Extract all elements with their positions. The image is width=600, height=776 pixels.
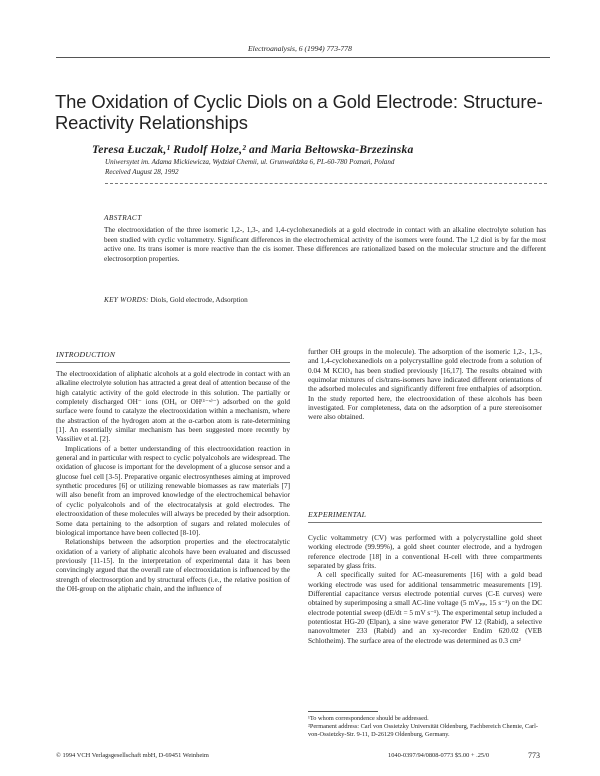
abstract-text: The electrooxidation of the three isomeric 1,2-, 1,3-, and 1,4-cyclohexanediols at a gold electrode in contact with an alkaline electrolyte solution has been studied with cyclic voltammetry. Significant differences in the electrochemical activity of the isomers were found. The 1,2 diol is by far the most active one. Its trans isomer is more reactive than the cis isomer. These differences are rationalized based on the molecular structure and the different electrosorption properties. xyxy=(104,226,546,263)
experimental-body xyxy=(308,534,542,646)
introduction-rule xyxy=(56,362,290,363)
footnotes xyxy=(308,715,542,739)
experimental-heading-text: EXPERIMENTAL xyxy=(308,510,367,519)
experimental-rule xyxy=(308,522,542,523)
footnote-rule xyxy=(308,711,378,712)
introduction-heading-text: INTRODUCTION xyxy=(56,350,116,359)
header-rule xyxy=(56,57,550,58)
intro-paragraph-3: Relationships between the adsorption properties and the electrocatalytic oxidation of a variety of aliphatic alcohols have been evaluated and discussed previously [11-15]. In the interpretation of experimental data it has been convincingly argued that the overall rate of electrooxidation is influenced by the strength of electrosorption and by structural effects (i.e., the relative position of the OH-group on the aliphatic chain, and the influence of xyxy=(56,538,290,593)
keywords-list: Diols, Gold electrode, Adsorption xyxy=(150,296,248,304)
intro-continuation-paragraph: further OH groups in the molecule). The adsorption of the isomeric 1,2-, 1,3-, and 1,4-cyclohexanediols on a polycrystalline gold electrode from a solution of 0.04 M KClO₄ has been studied previously [16,17]. The results obtained with equimolar mixtures of cis/trans-isomers have indicated different orientations of the adsorbed molecules and significantly different free enthalpies of adsorption. In the study reported here, the electrooxidation of these alcohols has been investigated. For completeness, data on the adsorption of a pure stereoisomer were also obtained. xyxy=(308,348,542,422)
running-head: Electroanalysis, 6 (1994) 773-778 xyxy=(248,44,352,53)
abstract-heading: ABSTRACT xyxy=(104,213,142,222)
keywords-label: KEY WORDS: xyxy=(104,296,149,304)
footnote-1: ¹To whom correspondence should be addressed. xyxy=(308,715,429,722)
experimental-heading xyxy=(308,510,542,523)
received-date: Received August 28, 1992 xyxy=(105,168,179,176)
affiliation: Uniwersytet im. Adama Mickiewicza, Wydział Chemii, ul. Grunwaldzka 6, PL-60-780 Poznań, Poland xyxy=(105,158,395,166)
footnote-2: ²Permanent address: Carl von Ossietzky Universität Oldenburg, Fachbereich Chemie, Carl-von-Ossietzky-Str. 9-11, D-26129 Oldenburg, Germany. xyxy=(308,723,538,738)
exp-paragraph-2: A cell specifically suited for AC-measurements [16] with a gold bead working electrode was used for additional tensammetric measurements [19]. Differential capacitance versus electrode potential curves (C-E curves) were obtained by superimposing a small AC-line voltage (5 mVₚₚ, 15 s⁻¹) on the DC electrode potential sweep (dE/dt = 5 mV s⁻¹). The experimental setup included a potentiostat HG-20 (Elpan), a sine wave generator PW 12 (Rabid), a selective nanovoltmeter 233 (Rabid) and an xy-recorder Endim 620.02 (VEB Schlotheim). The surface area of the electrode was determined as 0.3 cm² xyxy=(308,571,542,645)
introduction-heading xyxy=(56,350,290,363)
paper-title: The Oxidation of Cyclic Diols on a Gold Electrode: Structure-Reactivity Relationships xyxy=(55,91,543,133)
exp-paragraph-1: Cyclic voltammetry (CV) was performed with a polycrystalline gold sheet working electrode (99.99%), a gold sheet counter electrode, and a hydrogen reference electrode [18] in a conventional H-cell with three compartments separated by glass frits. xyxy=(308,534,542,571)
page-number: 773 xyxy=(528,751,540,760)
intro-paragraph-1: The electrooxidation of aliphatic alcohols at a gold electrode in contact with an alkaline electrolyte solution has attracted a great deal of attention because of the high catalytic activity of the gold electrode in this solution. The partially or completely discharged OH⁻ ions (OHₐ or OH⁽¹⁻ˣ⁾⁻) adsorbed on the gold surface were found to catalyze the electrooxidation within a mechanism, where the abstraction of the hydrogen atom at the α-carbon atom is rate-determining [1]. An essentially similar mechanism has been suggested more recently by Vassiliev et al. [2]. xyxy=(56,370,290,444)
authors: Teresa Łuczak,¹ Rudolf Holze,² and Maria Bełtowska-Brzezinska xyxy=(92,143,414,156)
introduction-body xyxy=(56,370,290,594)
keywords xyxy=(104,296,248,304)
doi-code: 1040-0397/94/0808-0773 $5.00 + .25/0 xyxy=(388,752,490,759)
intro-paragraph-2: Implications of a better understanding of this electrooxidation reaction in general and in particular with respect to cyclic polyalcohols are widespread. The oxidation of glucose is important for the development of a glucose sensor and a glucose fuel cell [3-5]. Preparative organic electrosyntheses aiming at improved synthetic procedures [6] or utilizing renewable biomasses as raw materials [7] will also benefit from an improved knowledge of the electrochemical behavior of cyclic polyalcohols and of the electrocatalysis at gold electrodes. The electrooxidation of these molecules will always be preceded by their adsorption. Some data pertaining to the adsorption of sugars and related molecules of biological importance have been collected [8-10]. xyxy=(56,444,290,537)
copyright: © 1994 VCH Verlagsgesellschaft mbH, D-69451 Weinheim xyxy=(56,752,209,759)
title-divider xyxy=(105,183,547,184)
intro-continuation xyxy=(308,348,542,423)
